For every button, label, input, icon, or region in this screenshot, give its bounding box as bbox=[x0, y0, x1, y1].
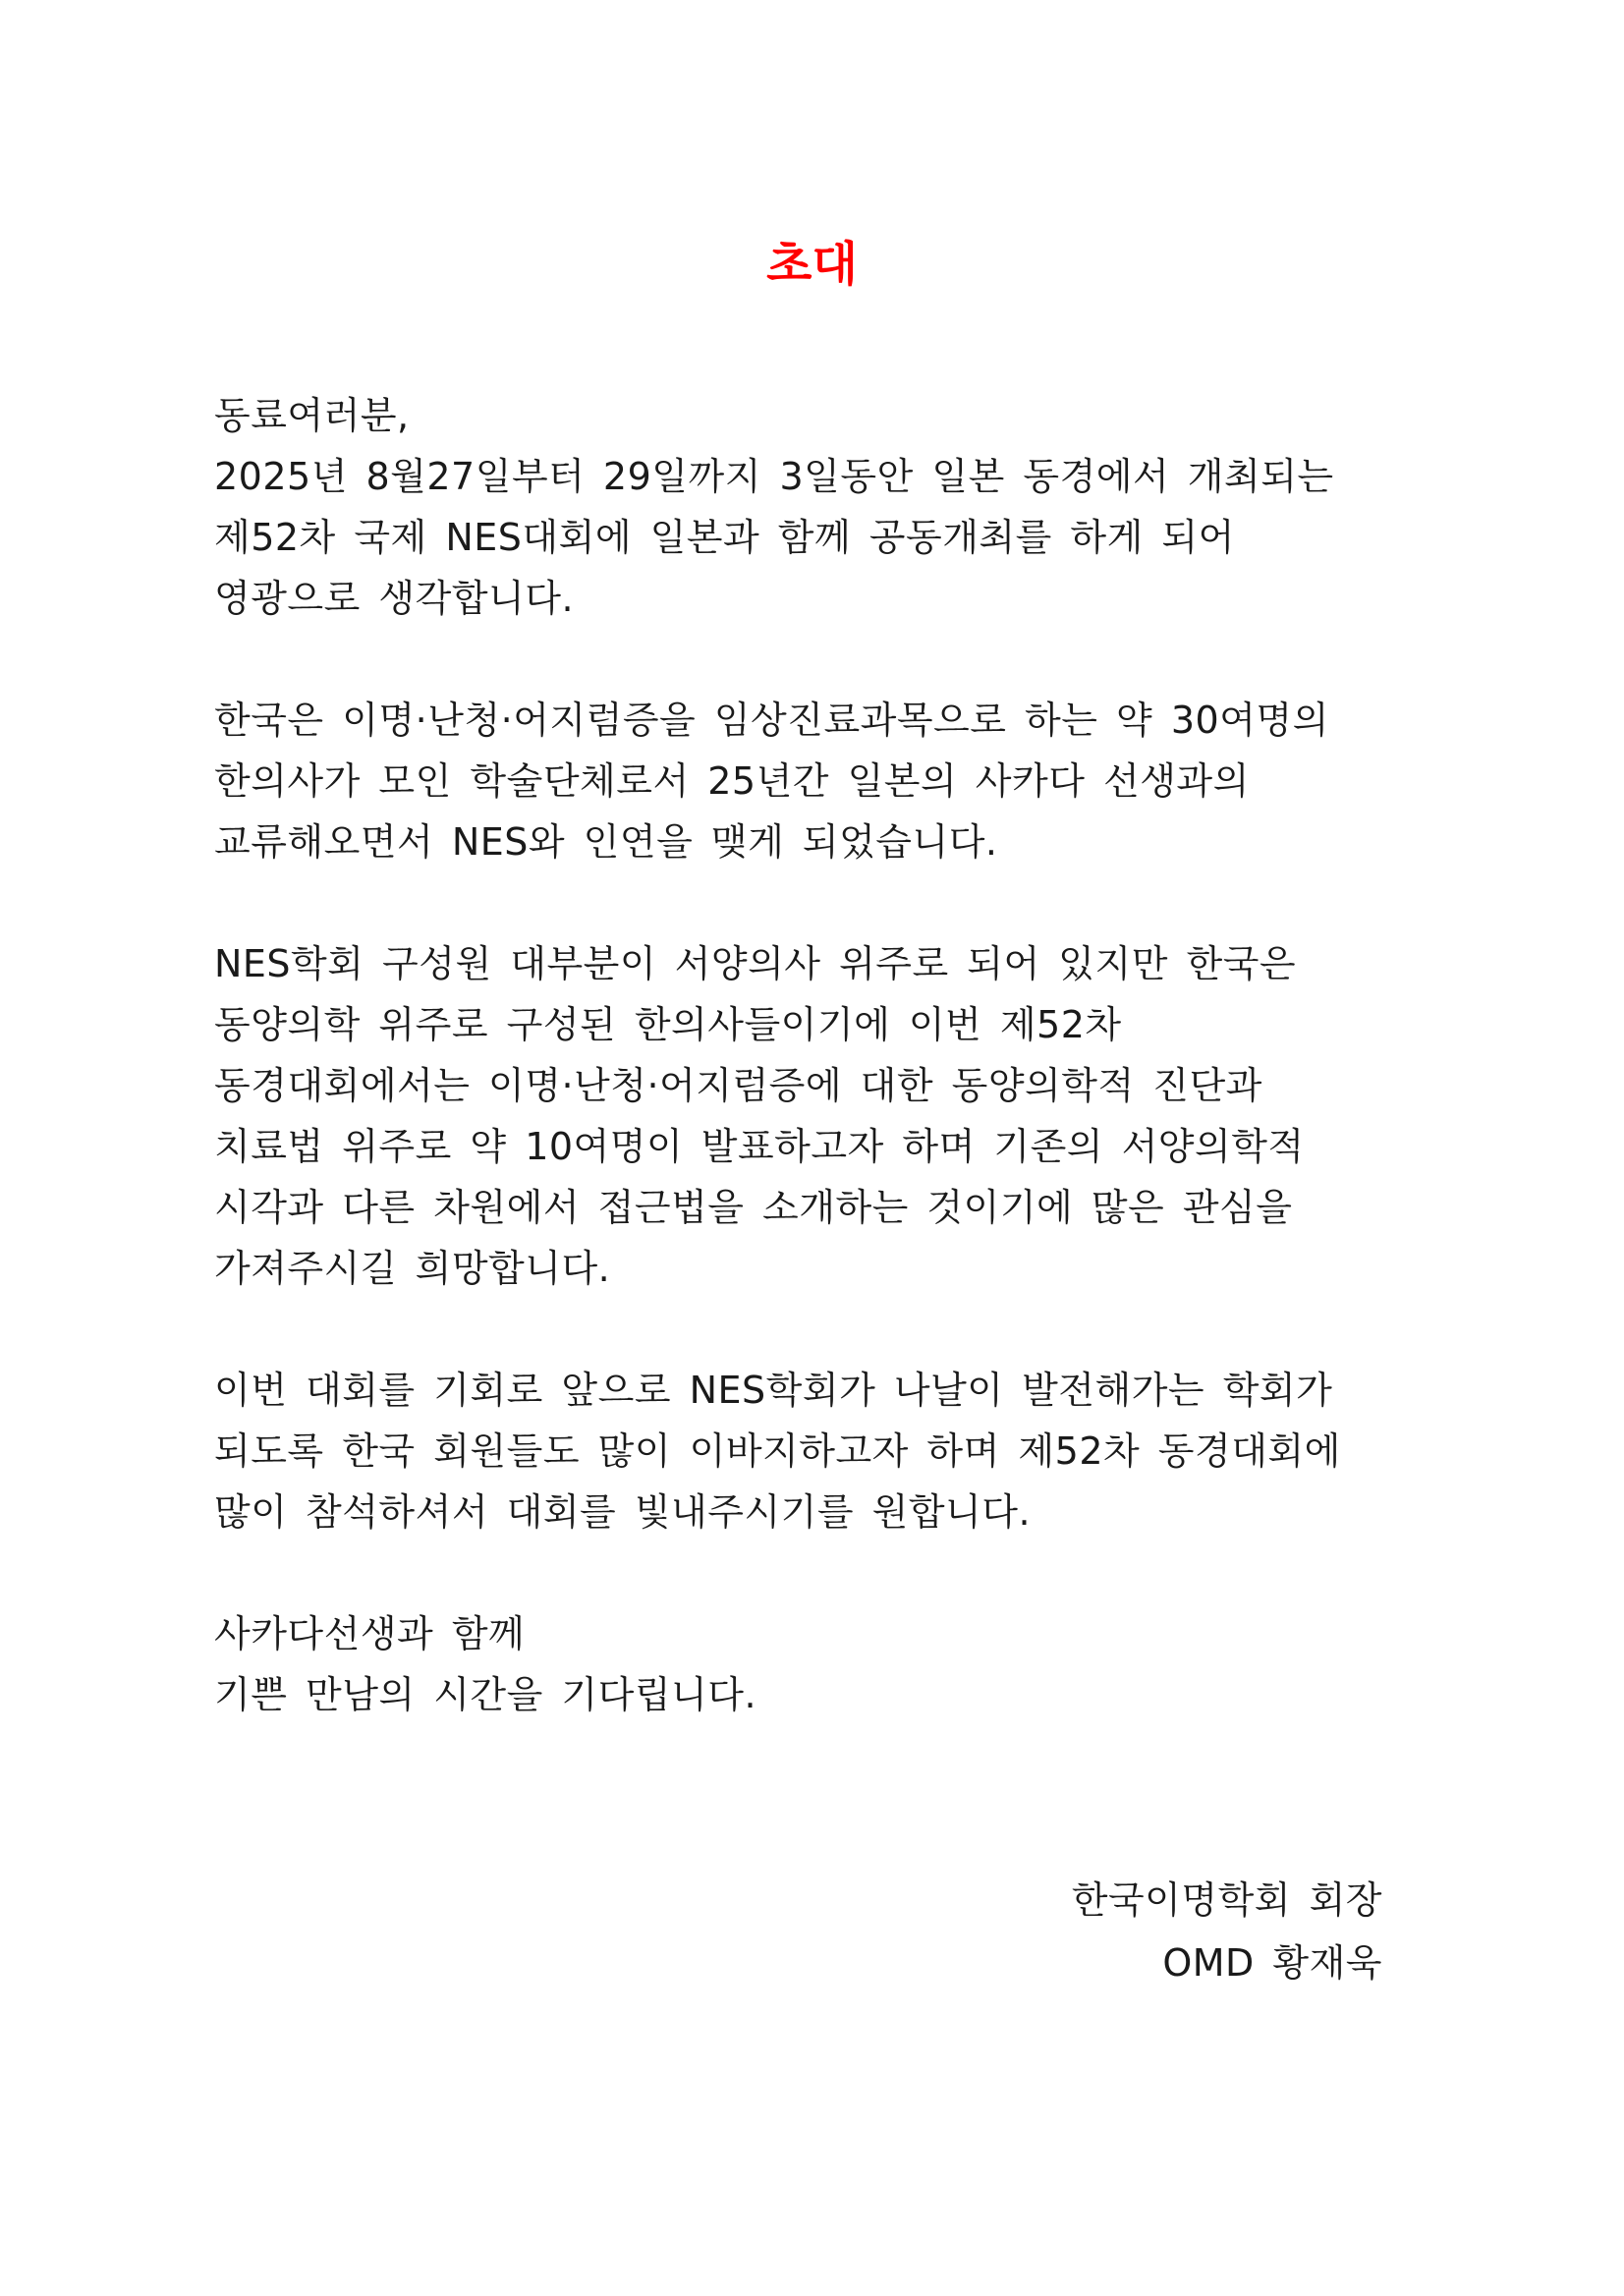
paragraph-3 bbox=[214, 933, 1413, 1299]
paragraph-line: 교류해오면서 NES와 인연을 맺게 되었습니다. bbox=[214, 820, 998, 864]
paragraph-spacer bbox=[214, 629, 1413, 690]
paragraph-line: 많이 참석하셔서 대회를 빛내주시기를 원합니다. bbox=[214, 1490, 1032, 1534]
document-title: 초대 bbox=[766, 237, 858, 292]
paragraph-line: 한의사가 모인 학술단체로서 25년간 일본의 사카다 선생과의 bbox=[214, 759, 1250, 803]
paragraph-line: 가져주시길 희망합니다. bbox=[214, 1247, 611, 1290]
paragraph-line: 이번 대회를 기회로 앞으로 NES학회가 나날이 발전해가는 학회가 bbox=[214, 1369, 1333, 1412]
paragraph-line: 되도록 한국 회원들도 많이 이바지하고자 하며 제52차 동경대회에 bbox=[214, 1429, 1341, 1473]
closing-paragraph bbox=[214, 1603, 1413, 1725]
paragraph-line: 기쁜 만남의 시간을 기다립니다. bbox=[214, 1673, 757, 1716]
paragraph-spacer bbox=[214, 1299, 1413, 1360]
paragraph-line: 사카다선생과 함께 bbox=[214, 1612, 526, 1655]
paragraph-2 bbox=[214, 690, 1413, 872]
paragraph-line: 동경대회에서는 이명·난청·어지럼증에 대한 동양의학적 진단과 bbox=[214, 1064, 1262, 1107]
signature-name: OMD 황재욱 bbox=[1162, 1941, 1382, 1985]
signature-organization: 한국이명학회 회장 bbox=[1071, 1878, 1382, 1922]
paragraph-line: 제52차 국제 NES대회에 일본과 함께 공동개최를 하게 되어 bbox=[214, 516, 1235, 559]
paragraph-line: 2025년 8월27일부터 29일까지 3일동안 일본 동경에서 개최되는 bbox=[214, 455, 1334, 498]
paragraph-line: 한국은 이명·난청·어지럼증을 임상진료과목으로 하는 약 30여명의 bbox=[214, 699, 1329, 742]
paragraph-line: 치료법 위주로 약 10여명이 발표하고자 하며 기존의 서양의학적 bbox=[214, 1125, 1305, 1168]
paragraph-line: 동양의학 위주로 구성된 한의사들이기에 이번 제52차 bbox=[214, 1003, 1122, 1046]
greeting: 동료여러분, bbox=[214, 394, 410, 437]
paragraph-line: 시각과 다른 차원에서 접근법을 소개하는 것이기에 많은 관심을 bbox=[214, 1186, 1293, 1229]
signature-block bbox=[1072, 1869, 1382, 1994]
paragraph-spacer bbox=[214, 1542, 1413, 1603]
paragraph-spacer bbox=[214, 872, 1413, 933]
paragraph-1 bbox=[214, 446, 1413, 629]
paragraph-4 bbox=[214, 1360, 1413, 1542]
paragraph-line: 영광으로 생각합니다. bbox=[214, 577, 575, 620]
letter-body bbox=[214, 385, 1413, 1725]
paragraph-line: NES학회 구성원 대부분이 서양의사 위주로 되어 있지만 한국은 bbox=[214, 942, 1297, 985]
